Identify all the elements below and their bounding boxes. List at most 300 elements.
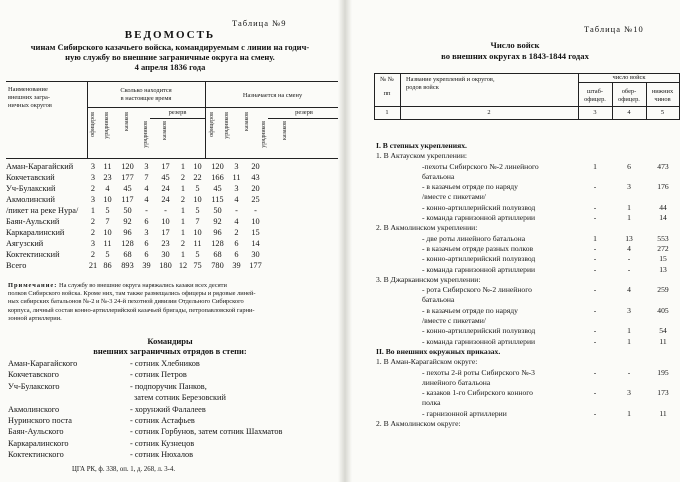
troops-title: Число войск xyxy=(490,40,540,50)
troops-count: - xyxy=(593,202,597,212)
district-name: Аягузский xyxy=(6,239,44,248)
rt-lower-line: нижних xyxy=(651,88,674,95)
troops-row xyxy=(374,285,680,295)
commander-row xyxy=(8,438,282,449)
troops-count: 14 xyxy=(659,213,667,223)
count-cell: 7 xyxy=(105,217,110,226)
troops-count: 1 xyxy=(627,336,631,346)
district-name: Аман-Карагайский xyxy=(6,162,74,171)
count-cell: 780 xyxy=(211,261,224,270)
count-cell: 5 xyxy=(105,250,110,259)
statement-row xyxy=(6,260,340,271)
count-cell: 20 xyxy=(251,162,260,171)
reserve-rule xyxy=(268,118,340,119)
count-cell: 15 xyxy=(251,228,260,237)
troops-count: 3 xyxy=(627,388,631,398)
sub-header-vertical: урядников xyxy=(104,112,110,139)
district-name: /пикет на реке Нура/ xyxy=(6,206,79,215)
troops-count: 15 xyxy=(659,254,667,264)
rt-count-header: число войск xyxy=(612,74,646,81)
commanders-heading: Командиры xyxy=(147,336,193,346)
troops-count xyxy=(612,357,646,367)
rt-staff-header xyxy=(578,88,612,104)
count-cell: 12 xyxy=(178,261,188,270)
troops-count xyxy=(612,419,646,429)
rt-staff-line: штаб- xyxy=(586,88,603,95)
troops-count xyxy=(646,316,680,326)
troops-row xyxy=(374,244,680,254)
note-label: Примечание: xyxy=(8,282,58,289)
district-name: Кокчетавский xyxy=(6,173,55,182)
commander-name: - сотник Петров xyxy=(130,370,187,380)
count-cell: 86 xyxy=(103,261,112,270)
count-cell: 1 xyxy=(180,250,186,259)
count-cell: 68 xyxy=(213,250,222,259)
count-cell: 25 xyxy=(251,195,260,204)
count-cell: 120 xyxy=(211,162,224,171)
count-cell: - xyxy=(164,206,167,215)
troops-count: - xyxy=(593,305,597,315)
count-cell: 1 xyxy=(180,162,186,171)
statement-subtitle xyxy=(0,42,340,72)
troops-table xyxy=(374,141,680,429)
commander-name: - сотник Кузнецов xyxy=(130,438,195,448)
troops-label: - в казачьем отряде разных полков xyxy=(422,243,534,253)
troops-label: - команда гарнизонной артиллерии xyxy=(422,213,536,223)
count-cell: 39 xyxy=(142,261,151,270)
rt-no-header xyxy=(374,76,400,98)
troops-count: 13 xyxy=(659,264,667,274)
commander-name: - подпоручик Панков, xyxy=(130,381,207,391)
commanders-title xyxy=(0,336,340,356)
count-cell: 120 xyxy=(121,162,134,171)
col-name-line: ничных округов xyxy=(8,102,52,110)
troops-count xyxy=(578,192,612,202)
troops-count xyxy=(612,378,646,388)
count-cell: 45 xyxy=(213,184,222,193)
troops-label: полка xyxy=(422,398,441,408)
troops-count: 3 xyxy=(627,305,631,315)
troops-count xyxy=(612,172,646,182)
rt-lower-line: чинов xyxy=(654,96,671,104)
count-cell: 2 xyxy=(180,195,186,204)
count-cell: 39 xyxy=(232,261,241,270)
detachment-name xyxy=(8,392,130,403)
table-number-9: Таблица №9 xyxy=(232,18,287,28)
count-cell: 1 xyxy=(90,206,96,215)
troops-count xyxy=(578,295,612,305)
troops-count: - xyxy=(593,243,597,253)
troops-label: - конно-артиллерийский полувзвод xyxy=(422,326,536,336)
count-cell: 11 xyxy=(103,239,112,248)
troops-label: 1. В Актауском укреплении: xyxy=(376,151,468,161)
troops-row xyxy=(374,316,680,326)
count-cell: 11 xyxy=(193,239,202,248)
rt-ober-header xyxy=(612,88,646,104)
troops-count: 405 xyxy=(657,305,669,315)
troops-label: - команда гарнизонной артиллерии xyxy=(422,336,536,346)
count-cell: 10 xyxy=(193,162,202,171)
present-line: Сколько находится xyxy=(120,87,172,94)
count-cell: 7 xyxy=(195,217,200,226)
troops-count xyxy=(578,347,612,357)
commander-name: - сотник Нюхалов xyxy=(130,450,194,460)
troops-count: 272 xyxy=(657,243,669,253)
present-header xyxy=(87,87,205,103)
count-cell: 2 xyxy=(234,228,239,237)
statement-row xyxy=(6,227,340,238)
troops-count: - xyxy=(593,326,597,336)
troops-label: 3. В Джаркаинском укреплении: xyxy=(376,274,481,284)
rt-no-line: пп xyxy=(383,90,391,98)
note-line: На службу во внешние округа наряжались казаки всех десяти xyxy=(58,282,227,289)
count-cell: 43 xyxy=(251,173,260,182)
troops-count xyxy=(646,378,680,388)
detachment-name: Уч-Булакского xyxy=(8,381,60,391)
rt-name-line: родов войск xyxy=(406,84,439,92)
troops-count: - xyxy=(593,213,597,223)
subtitle-line: ную службу во внешние заграничные округа на смену. xyxy=(65,52,275,62)
troops-row xyxy=(374,265,680,275)
statement-table xyxy=(6,161,340,271)
count-cell: 21 xyxy=(88,261,98,270)
commanders-list xyxy=(8,358,282,461)
col-name-header xyxy=(8,86,52,111)
count-cell: 6 xyxy=(234,250,239,259)
commander-row xyxy=(8,369,282,380)
troops-count: - xyxy=(627,367,631,377)
troops-count: - xyxy=(593,408,597,418)
troops-count: 11 xyxy=(659,408,667,418)
troops-count xyxy=(646,192,680,202)
troops-label: 1. В Аман-Карагайском округе: xyxy=(376,357,478,367)
count-cell: 3 xyxy=(90,173,96,182)
count-cell: 10 xyxy=(161,217,170,226)
troops-count: 11 xyxy=(659,336,667,346)
troops-label: - две роты линейного батальона xyxy=(422,233,526,243)
count-cell: 5 xyxy=(195,184,200,193)
count-cell: 1 xyxy=(180,217,186,226)
count-cell: 3 xyxy=(90,195,96,204)
count-cell: 5 xyxy=(195,250,200,259)
troops-count: 173 xyxy=(657,388,669,398)
count-cell: 3 xyxy=(144,228,149,237)
troops-count: - xyxy=(627,254,631,264)
count-cell: 17 xyxy=(161,228,170,237)
note-line: корпуса, личный состав конно-артиллерийской казачьей бригады, петропавловской гарни- xyxy=(8,306,255,314)
troops-count xyxy=(646,347,680,357)
troops-count: 1 xyxy=(627,202,631,212)
rt-header-rule xyxy=(374,119,680,120)
detachment-name: Баян-Аульского xyxy=(8,427,64,437)
count-cell: 117 xyxy=(121,195,134,204)
troops-row xyxy=(374,337,680,347)
troops-count: 44 xyxy=(659,202,667,212)
sub-header-vertical: казаков xyxy=(282,121,288,140)
sub-header-vertical: урядников xyxy=(261,121,267,148)
note-line: ных сибирских батальонов №-2 и №-3 24-й пехотной дивизии Отдельного Сибирского xyxy=(8,298,244,306)
statement-row xyxy=(6,172,340,183)
rt-lower-header xyxy=(646,88,679,104)
troops-count: 1 xyxy=(627,408,631,418)
count-cell: 1 xyxy=(180,206,186,215)
count-cell: 14 xyxy=(251,239,260,248)
count-cell: 115 xyxy=(211,195,224,204)
commanders-subheading: внешних заграничных отрядов в степи: xyxy=(93,346,247,356)
troops-count xyxy=(612,223,646,233)
count-cell: 23 xyxy=(103,173,112,182)
count-cell: 10 xyxy=(193,195,202,204)
count-cell: 2 xyxy=(180,239,186,248)
header-bottom-rule xyxy=(6,158,340,159)
troops-row xyxy=(374,151,680,161)
commander-name: - сотник Астафьев xyxy=(130,416,195,426)
troops-count: 4 xyxy=(627,243,631,253)
troops-count xyxy=(578,275,612,285)
count-cell: 68 xyxy=(123,250,132,259)
count-cell: 2 xyxy=(90,250,96,259)
count-cell: 2 xyxy=(90,217,96,226)
troops-count xyxy=(578,151,612,161)
count-cell: 10 xyxy=(103,195,112,204)
troops-count xyxy=(578,378,612,388)
detachment-name: Нуринского поста xyxy=(8,416,72,426)
troops-count: - xyxy=(593,388,597,398)
count-cell: 4 xyxy=(144,195,149,204)
troops-count: - xyxy=(593,336,597,346)
troops-row xyxy=(374,388,680,398)
count-cell: 10 xyxy=(193,228,202,237)
count-cell: 75 xyxy=(193,261,202,270)
troops-label: батальона xyxy=(422,295,455,305)
rt-ober-line: офицер. xyxy=(618,96,640,104)
count-cell: 30 xyxy=(161,250,170,259)
sub-header-vertical: казаков xyxy=(162,121,168,140)
sub-header-vertical: казаков xyxy=(124,112,130,131)
troops-count: 1 xyxy=(627,213,631,223)
troops-count: 1 xyxy=(593,161,597,171)
troops-row xyxy=(374,306,680,316)
troops-count: - xyxy=(593,285,597,295)
troops-count: 195 xyxy=(657,367,669,377)
count-cell: 96 xyxy=(123,228,132,237)
troops-count xyxy=(612,275,646,285)
count-cell: - xyxy=(145,206,148,215)
count-cell: 20 xyxy=(251,184,260,193)
troops-label: /вместе с пикетами/ xyxy=(422,316,486,326)
troops-row xyxy=(374,162,680,172)
troops-label: I. В степных укреплениях. xyxy=(376,141,467,150)
right-page xyxy=(350,0,680,482)
commander-row xyxy=(8,415,282,426)
statement-title: ВЕДОМОСТЬ xyxy=(124,29,216,41)
commander-row xyxy=(8,449,282,460)
troops-count: - xyxy=(627,264,631,274)
rt-colnum: 3 xyxy=(593,109,597,116)
count-cell: 50 xyxy=(213,206,222,215)
troops-count xyxy=(646,172,680,182)
count-cell: 4 xyxy=(234,195,239,204)
count-cell: 92 xyxy=(123,217,132,226)
troops-label: батальона xyxy=(422,171,455,181)
troops-count xyxy=(578,398,612,408)
rt-ober-line: обер- xyxy=(621,88,637,95)
troops-row xyxy=(374,213,680,223)
troops-label: линейного батальона xyxy=(422,377,491,387)
troops-count: 4 xyxy=(627,285,631,295)
troops-row xyxy=(374,347,680,357)
troops-label: - команда гарнизонной артиллерии xyxy=(422,264,536,274)
col-name-line: Наименование xyxy=(8,86,48,93)
sub-header-vertical: казаков xyxy=(244,112,250,131)
troops-row xyxy=(374,275,680,285)
commander-row xyxy=(8,426,282,437)
count-cell: - xyxy=(235,206,238,215)
count-cell: 2 xyxy=(90,184,96,193)
troops-label: - конно-артиллерийский полувзвод xyxy=(422,254,536,264)
troops-count: 473 xyxy=(657,161,669,171)
troops-count xyxy=(578,141,612,151)
troops-label: - пехоты 2-й роты Сибирского №-3 xyxy=(422,367,535,377)
count-cell: 4 xyxy=(234,217,239,226)
count-cell: 4 xyxy=(144,184,149,193)
reserve-header: резерв xyxy=(168,109,187,116)
reserve-rule xyxy=(150,118,205,119)
archive-source: ЦГА РК, ф. 338, оп. 1, д. 268, л. 3-4. xyxy=(72,466,176,473)
count-cell: 6 xyxy=(144,217,149,226)
troops-label: - конно-артиллерийский полувзвод xyxy=(422,202,536,212)
assigned-header: Назначается на смену xyxy=(242,92,303,99)
detachment-name: Кокчетавского xyxy=(8,370,59,380)
troops-row xyxy=(374,223,680,233)
sub-header-vertical: офицеров xyxy=(209,112,215,137)
note-line: полков Сибирского войска. Кроме них, там также размещались офицеры и рядовые линей- xyxy=(8,290,256,298)
count-cell: 11 xyxy=(232,173,241,182)
commander-name: - хорунжий Фалалеев xyxy=(130,404,206,414)
detachment-name: Каркаралинского xyxy=(8,438,69,448)
troops-count xyxy=(578,223,612,233)
count-cell: 11 xyxy=(103,162,112,171)
count-cell: 166 xyxy=(211,173,224,182)
rt-colnum: 1 xyxy=(385,109,389,116)
district-name: Баян-Аульский xyxy=(6,217,60,226)
troops-count xyxy=(612,398,646,408)
troops-row xyxy=(374,192,680,202)
count-cell: 50 xyxy=(123,206,132,215)
count-cell: 3 xyxy=(144,162,149,171)
rt-header-rule xyxy=(374,106,680,107)
district-name: Коктектинский xyxy=(6,250,60,259)
count-cell: 6 xyxy=(144,239,149,248)
troops-label: II. Во внешних окружных приказах. xyxy=(376,346,501,356)
troops-label: - рота Сибирского №-2 линейного xyxy=(422,285,532,295)
troops-label: 2. В Акмолинском округе: xyxy=(376,419,461,429)
troops-count: 6 xyxy=(627,161,631,171)
troops-count: 54 xyxy=(659,326,667,336)
sub-header-vertical: урядников xyxy=(143,121,149,148)
count-cell: 893 xyxy=(121,261,134,270)
count-cell: 96 xyxy=(213,228,222,237)
table-number-10: Таблица №10 xyxy=(584,24,644,34)
detachment-name: Аман-Карагайского xyxy=(8,359,78,368)
troops-count xyxy=(578,419,612,429)
count-cell: 177 xyxy=(121,173,134,182)
troops-row xyxy=(374,326,680,336)
statement-row xyxy=(6,249,340,260)
district-name: Каркаралинский xyxy=(6,228,65,237)
rt-colnum: 4 xyxy=(627,109,631,116)
troops-count: 13 xyxy=(625,233,633,243)
troops-row xyxy=(374,203,680,213)
district-name: Уч-Булакский xyxy=(6,184,56,193)
statement-row xyxy=(6,205,340,216)
count-cell: 7 xyxy=(144,173,149,182)
count-cell: - xyxy=(254,206,257,215)
troops-count xyxy=(578,316,612,326)
rt-colnum: 5 xyxy=(660,109,665,116)
count-cell: 22 xyxy=(193,173,202,182)
statement-row xyxy=(6,238,340,249)
count-cell: 17 xyxy=(161,162,170,171)
troops-count: 553 xyxy=(657,233,669,243)
troops-count: 259 xyxy=(657,285,669,295)
troops-count xyxy=(646,357,680,367)
troops-count xyxy=(646,275,680,285)
troops-row xyxy=(374,398,680,408)
sub-header-vertical: урядников xyxy=(224,112,230,139)
troops-row xyxy=(374,378,680,388)
troops-count xyxy=(612,347,646,357)
troops-count xyxy=(578,357,612,367)
col-name-line: внешних загра- xyxy=(8,94,50,102)
note-block xyxy=(8,282,334,323)
troops-label: - в казачьем отряде по наряду xyxy=(422,182,518,192)
count-cell: 6 xyxy=(234,239,239,248)
troops-label: 2. В Акмолинском укреплении: xyxy=(376,223,478,233)
count-cell: 3 xyxy=(234,162,239,171)
troops-count xyxy=(646,151,680,161)
troops-label: - в казачьем отряде по наряду xyxy=(422,305,518,315)
troops-count xyxy=(612,316,646,326)
troops-row xyxy=(374,234,680,244)
troops-count xyxy=(646,223,680,233)
troops-count: 176 xyxy=(657,182,669,192)
count-cell: 45 xyxy=(123,184,132,193)
commander-row xyxy=(8,392,282,403)
rt-name-line: Название укреплений и округов, xyxy=(406,76,495,83)
troops-count: - xyxy=(593,264,597,274)
count-cell: 45 xyxy=(161,173,170,182)
count-cell: 10 xyxy=(251,217,260,226)
troops-row xyxy=(374,368,680,378)
troops-count: - xyxy=(593,254,597,264)
count-cell: 3 xyxy=(90,162,96,171)
troops-count: 3 xyxy=(627,182,631,192)
count-cell: 5 xyxy=(195,206,200,215)
troops-row xyxy=(374,295,680,305)
count-cell: 3 xyxy=(234,184,239,193)
subtitle-date: 4 апреля 1836 года xyxy=(134,62,206,72)
commander-row xyxy=(8,381,282,392)
district-name: Акмолинский xyxy=(6,195,55,204)
troops-row xyxy=(374,419,680,429)
troops-count xyxy=(612,151,646,161)
count-cell: 2 xyxy=(180,173,186,182)
rt-name-header xyxy=(406,76,495,92)
statement-row xyxy=(6,216,340,227)
troops-count xyxy=(646,141,680,151)
commander-row xyxy=(8,404,282,415)
